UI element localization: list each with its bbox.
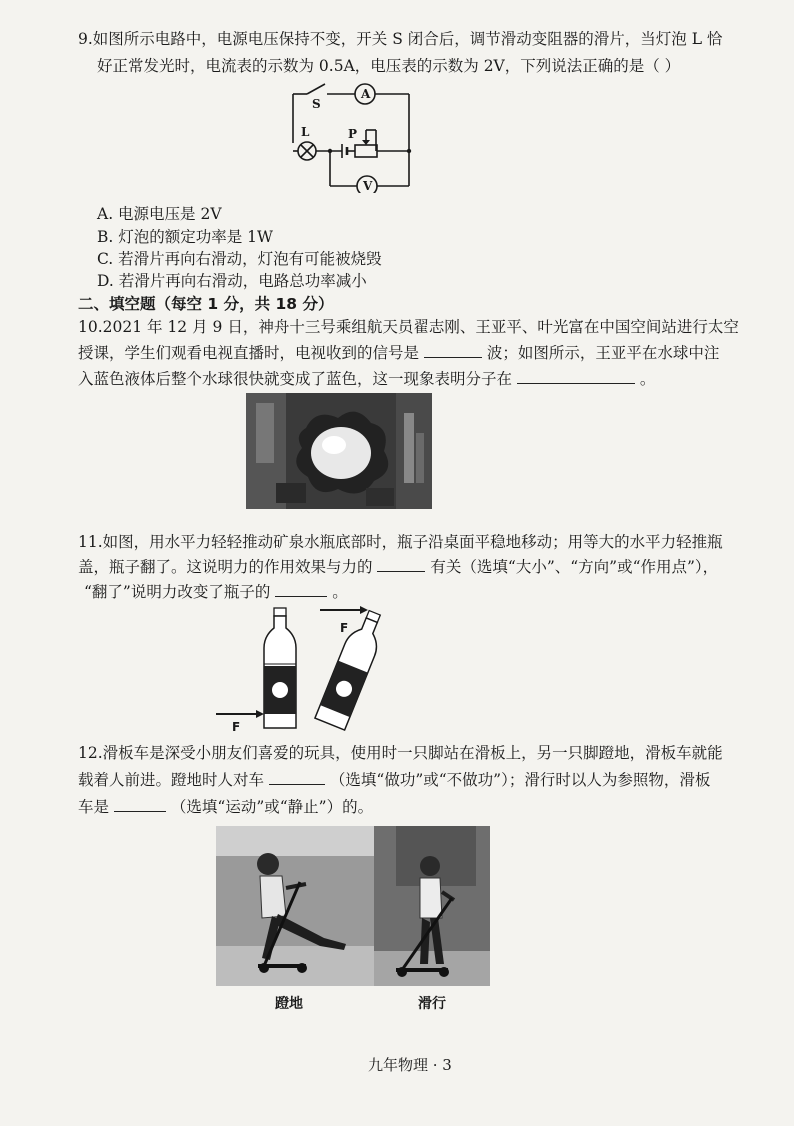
- q12-text-3b: （选填“运动”或“静止”）的。: [170, 798, 374, 816]
- section-heading: 二、填空题（每空 1 分，共 18 分）: [78, 295, 334, 313]
- q10-text-3a: 入蓝色液体后整个水球很快就变成了蓝色，这一现象表明分子在: [78, 370, 513, 388]
- q11-line-3: [84, 581, 348, 603]
- q10-line-3: [78, 368, 655, 390]
- q11-text-3a: “翻了”说明力改变了瓶子的: [84, 583, 271, 601]
- switch-label: S: [312, 97, 321, 111]
- q12-text-2a: 载着人前进。蹬地时人对车: [78, 771, 265, 789]
- slider-label: P: [348, 127, 358, 141]
- ammeter-label: A: [361, 87, 371, 101]
- q12-line-3: [78, 796, 373, 818]
- voltmeter-label: V: [363, 179, 373, 193]
- force-label-top: F: [340, 621, 349, 635]
- q12-answer-blank-2[interactable]: [114, 797, 166, 812]
- q10-text-2a: 授课，学生们观看电视直播时，电视收到的信号是: [78, 344, 420, 362]
- q10-line-1: 10.2021 年 12 月 9 日，神舟十三号乘组航天员翟志刚、王亚平、叶光富在中国空间站进行太空: [78, 318, 739, 336]
- q10-line-2: [78, 342, 719, 364]
- q11-answer-blank-2[interactable]: [275, 582, 327, 597]
- q9-option-d: D. 若滑片再向右滑动，电路总功率减小: [97, 272, 367, 290]
- q11-text-2a: 盖，瓶子翻了。这说明力的作用效果与力的: [78, 558, 373, 576]
- q12-text-3a: 车是: [78, 798, 110, 816]
- q11-answer-blank-1[interactable]: [377, 557, 425, 572]
- q12-answer-blank-1[interactable]: [269, 770, 325, 785]
- q10-answer-blank-1[interactable]: [424, 343, 482, 358]
- q12-line-1: 12.滑板车是深受小朋友们喜爱的玩具，使用时一只脚站在滑板上，另一只脚蹬地，滑板车就能: [78, 744, 723, 762]
- q12-line-2: [78, 769, 710, 791]
- space-station-photo: [246, 393, 432, 509]
- q10-answer-blank-2[interactable]: [517, 369, 635, 384]
- q10-text-3b: 。: [639, 370, 656, 388]
- scooter-photos: [216, 826, 490, 986]
- q11-line-2: [78, 556, 718, 578]
- q9-option-c: C. 若滑片再向右滑动，灯泡有可能被烧毁: [97, 250, 382, 268]
- caption-gliding: 滑行: [418, 996, 446, 1012]
- q9-option-a: A. 电源电压是 2V: [97, 205, 222, 223]
- q10-text-2b: 波；如图所示，王亚平在水球中注: [486, 344, 720, 362]
- caption-kicking: 蹬地: [275, 996, 303, 1012]
- q9-line-2: 好正常发光时，电流表的示数为 0.5A，电压表的示数为 2V，下列说法正确的是（ ）: [97, 57, 681, 75]
- q9-option-b: B. 灯泡的额定功率是 1W: [97, 228, 273, 246]
- page-footer: 九年物理 · 3: [368, 1056, 452, 1074]
- q12-text-2b: （选填“做功”或“不做功”）；滑行时以人为参照物，滑板: [329, 771, 711, 789]
- q11-text-3b: 。: [332, 583, 348, 601]
- lamp-label: L: [301, 125, 310, 139]
- q11-text-2b: 有关（选填“大小”、“方向”或“作用点”），: [430, 558, 719, 576]
- q11-line-1: 11.如图，用水平力轻轻推动矿泉水瓶底部时，瓶子沿桌面平稳地移动；用等大的水平力轻推瓶: [78, 533, 723, 551]
- tilted-bottle: [315, 607, 390, 730]
- force-label-bottom: F: [232, 720, 241, 734]
- upright-bottle: [264, 608, 296, 728]
- q9-line-1: 9.如图所示电路中，电源电压保持不变，开关 S 闭合后，调节滑动变阻器的滑片，当灯泡 L 恰: [78, 30, 723, 48]
- q9-circuit-diagram: [285, 78, 415, 193]
- bottle-force-diagram: [212, 604, 392, 734]
